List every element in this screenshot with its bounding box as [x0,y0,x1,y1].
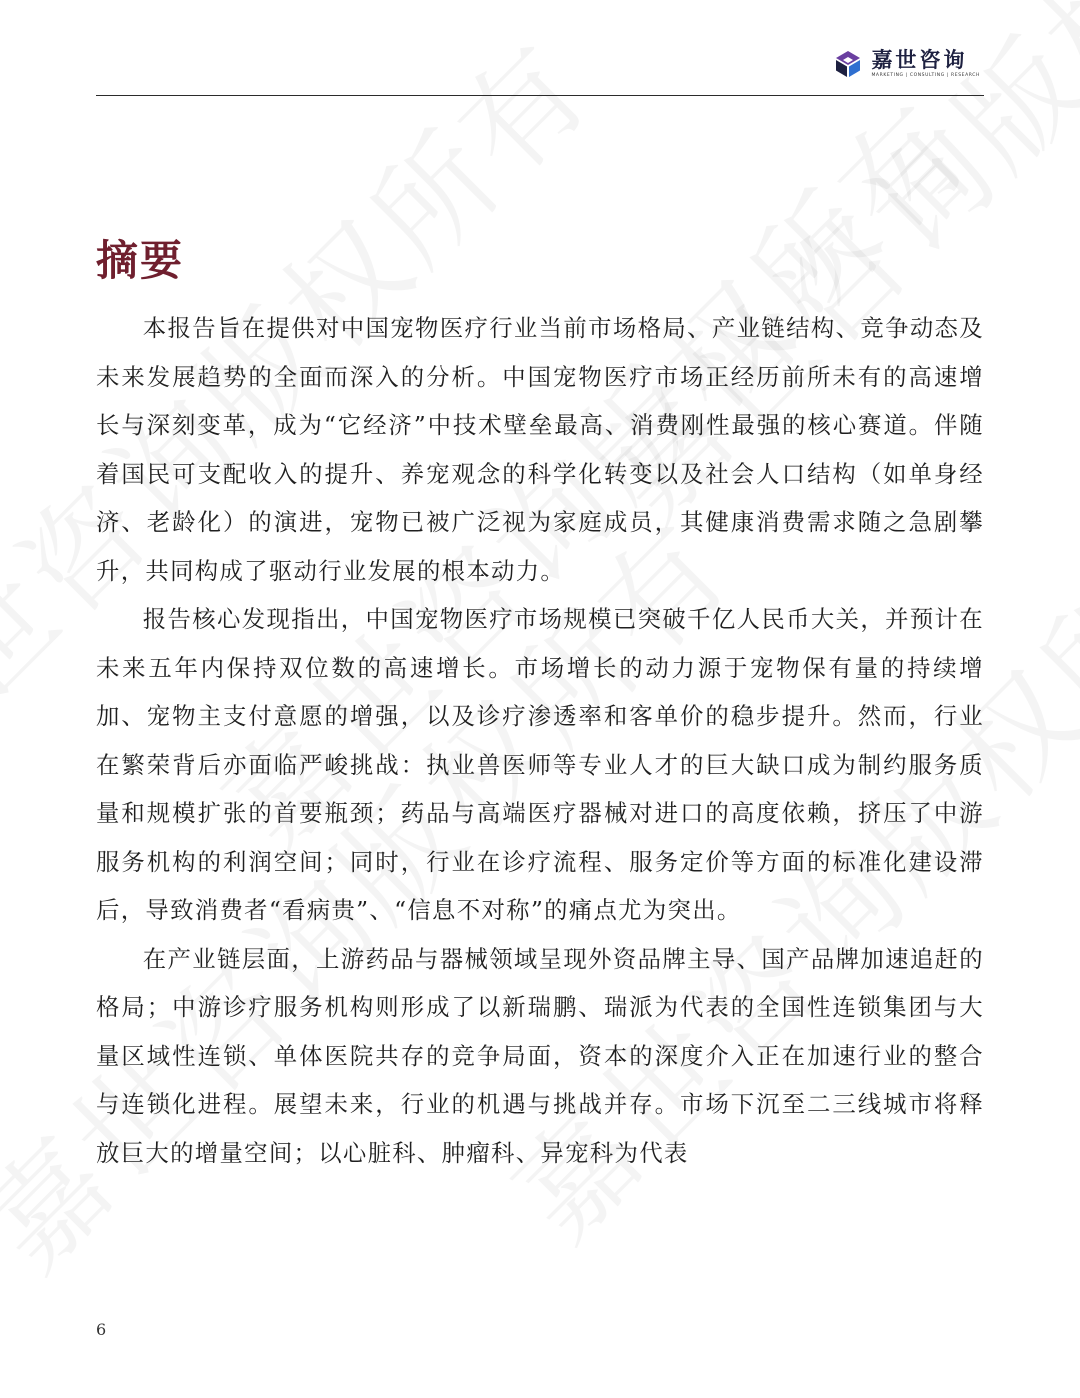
logo-text [871,48,980,80]
page-number: 6 [96,1320,107,1339]
header-divider [96,95,984,96]
section-title: 摘要 [96,236,185,285]
jiashi-cube-logo-icon [833,49,863,79]
page-header [96,40,984,96]
company-tagline: MARKETING | CONSULTING | RESEARCH [871,73,980,78]
company-name: 嘉世咨询 [871,48,968,72]
paragraph: 报告核心发现指出，中国宠物医疗市场规模已突破千亿人民币大关，并预计在未来五年内保持双位数的高速增长。市场增长的动力源于宠物保有量的持续增加、宠物主支付意愿的增强，以及诊疗渗透率和客单价的稳步提升。然而，行业在繁荣背后亦面临严峻挑战：执业兽医师等专业人才的巨大缺口成为制约服务质量和规模扩张的首要瓶颈；药品与高端医疗器械对进口的高度依赖，挤压了中游服务机构的利润空间；同时，行业在诊疗流程、服务定价等方面的标准化建设滞后，导致消费者“看病贵”、“信息不对称”的痛点尤为突出。 [96,605,984,924]
paragraph: 本报告旨在提供对中国宠物医疗行业当前市场格局、产业链结构、竞争动态及未来发展趋势的全面而深入的分析。中国宠物医疗市场正经历前所未有的高速增长与深刻变革，成为“它经济”中技术壁垒最高、消费刚性最强的核心赛道。伴随着国民可支配收入的提升、养宠观念的科学化转变以及社会人口结构（如单身经济、老龄化）的演进，宠物已被广泛视为家庭成员，其健康消费需求随之急剧攀升，共同构成了驱动行业发展的根本动力。 [96,314,984,585]
paragraph: 在产业链层面，上游药品与器械领域呈现外资品牌主导、国产品牌加速追赶的格局；中游诊疗服务机构则形成了以新瑞鹏、瑞派为代表的全国性连锁集团与大量区域性连锁、单体医院共存的竞争局面，资本的深度介入正在加速行业的整合与连锁化进程。展望未来，行业的机遇与挑战并存。市场下沉至二三线城市将释放巨大的增量空间；以心脏科、肿瘤科、异宠科为代表 [96,944,984,1167]
company-logo [833,48,980,80]
document-body [96,304,984,1177]
